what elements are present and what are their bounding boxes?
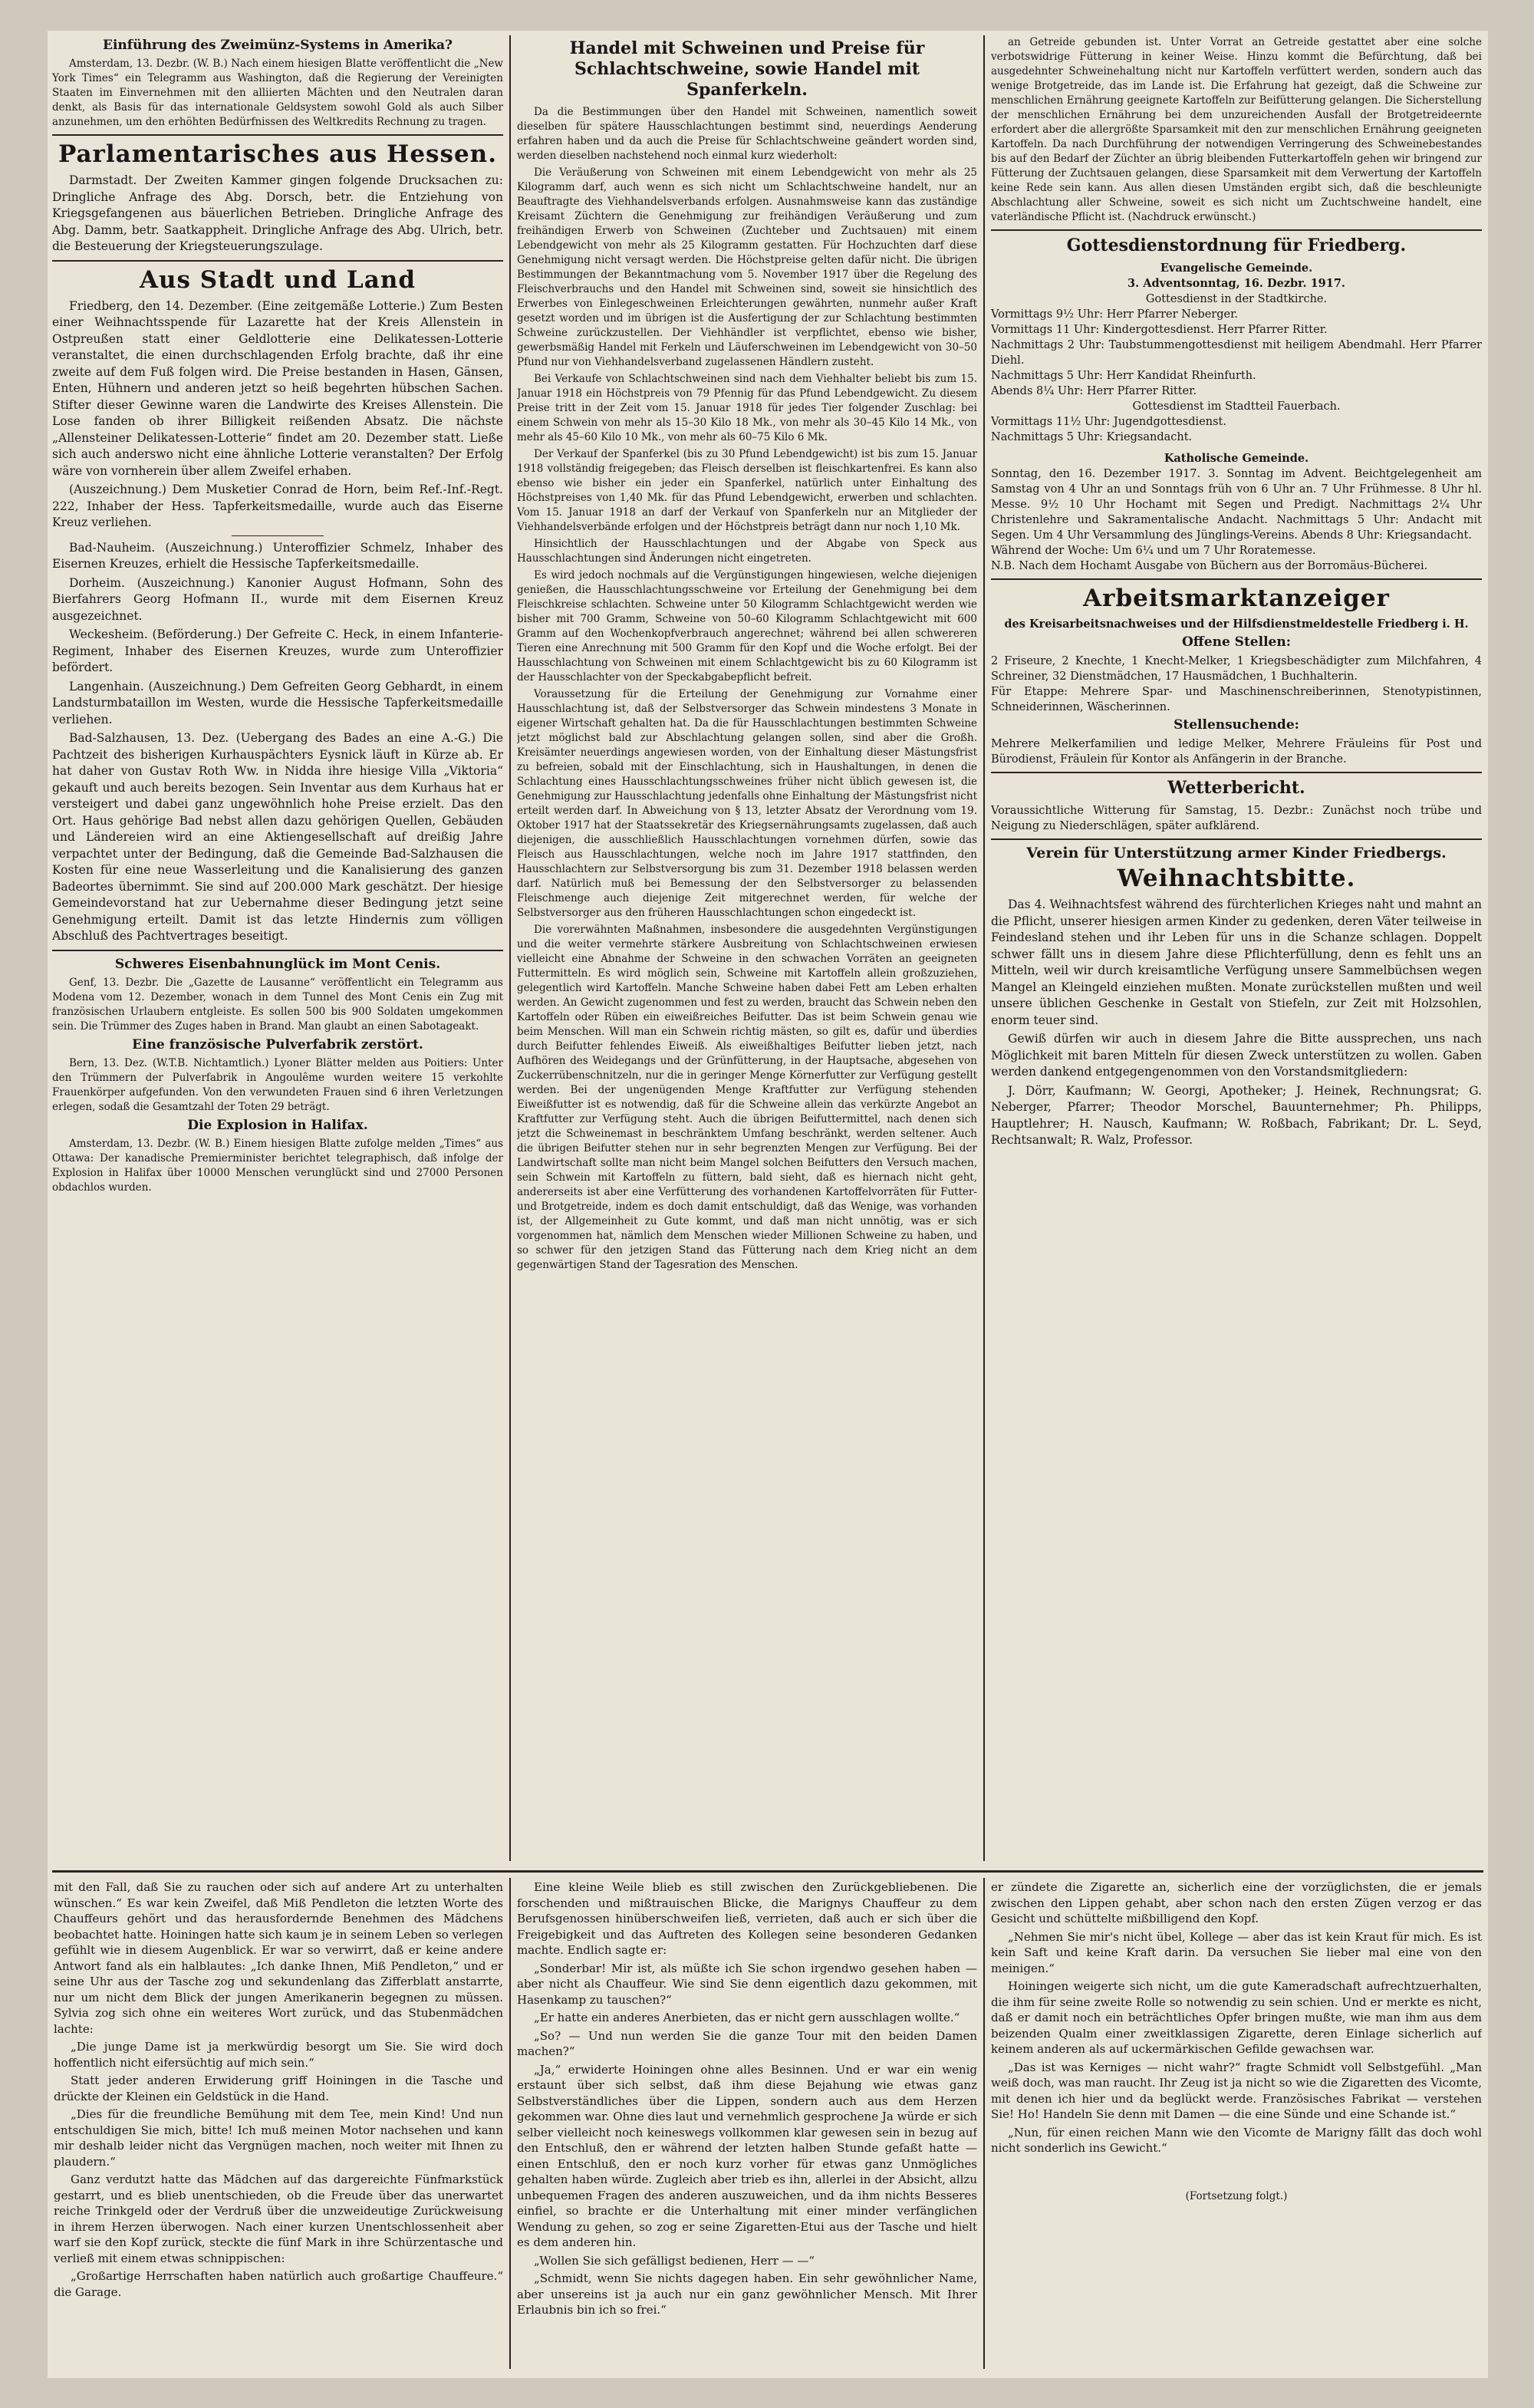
novel-text: „Großartige Herrschaften haben natürlich auch großartige Chauffeure.“ die Garage.	[54, 2269, 503, 2299]
divider	[52, 950, 503, 951]
column-rule	[509, 35, 511, 1861]
divider	[991, 772, 1482, 773]
article-dorheim: Dorheim. (Auszeichnung.) Kanonier August Hofmann, Sohn des Bierfahrers Georg Hofmann II., wurde mit dem Eisernen Kreuz ausgezeichnet.	[52, 575, 503, 623]
service-line: Nachmittags 2 Uhr: Taubstummengottesdienst mit heiligem Abendmahl. Herr Pfarrer Diehl.	[991, 339, 1482, 367]
article-auszeichnung: (Auszeichnung.) Dem Musketier Conrad de Horn, beim Ref.-Inf.-Regt. 222, Inhaber der Hess. Tapferkeitsmedaille, wurde auch das Eiserne Kreuz verliehen.	[52, 483, 503, 529]
novel-text: „Sonderbar! Mir ist, als müßte ich Sie schon irgendwo gesehen haben — aber nicht als Chauffeur. Wie sind Sie denn eigentlich dazu gekommen, mit Hasenkamp zu tauschen?“	[517, 1961, 977, 2007]
headline-pulverfabrik: Eine französische Pulverfabrik zerstört.	[132, 1036, 423, 1052]
offene-stellen: 2 Friseure, 2 Knechte, 1 Knecht-Melker, 1 Kriegsbeschädigter zum Milchfahren, 4 Schreiner, 32 Dienstmädchen, 17 Hausmädchen, 1 Buchhalterin.	[991, 655, 1482, 683]
article-salzhausen: Bad-Salzhausen, 13. Dez. (Uebergang des Bades an eine A.-G.) Die Pachtzeit des bisherigen Kurhauspächters Eysnick läuft in Kürze ab. Er hat daher von Gustav Roth Ww. in Nidda ihre hiesige Villa „Viktoria“ gekauft und auch bereits bezogen. Sein Inventar aus dem Kurhaus hat er versteigert und dabei ganz ungewöhnlich hohe Preise erzielt. Das den Ort. Haus gehörige Bad nebst allen dazu gehörigen Quellen, Gebäuden und Ländereien wird an eine Aktiengesellschaft auf dreißig Jahre verpachtet unter der Bedingung, daß die Gemeinde Bad-Salzhausen die Kosten für eine neue Wasserleitung und die Kanalisierung des ganzen Badeortes übernimmt. Sie sind auf 200.000 Mark geschätzt. Der hiesige Gemeindevorstand hat zur Uebernahme dieser Bedingung jetzt seine Genehmigung erteilt. Damit ist das letzte Hindernis zum völligen Abschluß des Pachtvertrages beseitigt.	[52, 731, 503, 943]
article-weihnachtsbitte-3: J. Dörr, Kaufmann; W. Georgi, Apotheker; J. Heinek, Rechnungsrat; G. Neberger, Pfarrer; Theodor Morschel, Bauunternehmer; Ph. Philipps, Hauptlehrer; H. Nausch, Kaufmann; W. Roßbach, Fabrikant; Dr. L. Seyd, Rechtsanwalt; R. Walz, Professor.	[991, 1083, 1482, 1147]
article-handel-p5: Hinsichtlich der Hausschlachtungen und der Abgabe von Speck aus Hausschlachtungen sind Änderungen nicht eingetreten.	[517, 538, 977, 565]
article-handel-p3: Bei Verkaufe von Schlachtschweinen sind nach dem Viehhalter beliebt bis zum 15. Januar 1918 ein Höchstpreis von 79 Pfennig für das Pfund Lebendgewicht. Zu diesem Preise tritt in der Zeit vom 15. Januar 1918 für jedes Tier folgender Zuschlag: bei einem Schwein von mehr als 15–30 Kilo 18 Mk., von mehr als 30–45 Kilo 14 Mk., von mehr als 45–60 Kilo 10 Mk., von mehr als 60–75 Kilo 6 Mk.	[517, 373, 977, 443]
article-weihnachtsbitte-1: Das 4. Weihnachtsfest während des fürchterlichen Krieges naht und mahnt an die Pflicht, unserer hiesigen armen Kinder zu gedenken, deren Väter teilweise in Feindesland stehen und ihr Leben für uns in die Schanze schlagen. Doppelt schwer fällt uns in diesem Jahre diese Pflichterfüllung, denn es fehlt uns an Mitteln, weil wir durch kreisamtliche Verfügung unsere Sammelbüchsen wegen Mangel an Kleingeld einziehen mußten. Monate zurückstellen mußten und weil unsere üblichen Geschenke in Gestalt von Stiefeln, zur Zeit mit Holzsohlen, enorm teuer sind.	[991, 898, 1482, 1027]
headline-halifax: Die Explosion in Halifax.	[187, 1117, 368, 1133]
headline-zweimuenz: Einführung des Zweimünz-Systems in Amerika?	[103, 38, 453, 53]
article-langenhain: Langenhain. (Auszeichnung.) Dem Gefreiten Georg Gebhardt, in einem Landsturmbataillon im Westen, wurde die Hessische Tapferkeitsmedaille verliehen.	[52, 679, 503, 726]
service-katholisch-nb: N.B. Nach dem Hochamt Ausgabe von Büchern aus der Borromäus-Bücherei.	[991, 560, 1428, 572]
novel-text: Eine kleine Weile blieb es still zwischen den Zurückgebliebenen. Die forschenden und mißtrauischen Blicke, die Marignys Chauffeur zu dem Berufsgenossen hinüberschweifen ließ, verrieten, daß auch er sich über die Freigebigkeit und das Auftreten des Kollegen seine besonderen Gedanken machte. Endlich sagte er:	[517, 1880, 977, 1957]
service-line: Vormittags 11 Uhr: Kindergottesdienst. Herr Pfarrer Ritter.	[991, 324, 1328, 336]
column-1	[52, 35, 503, 1867]
column-3	[991, 35, 1482, 1867]
novel-text: Statt jeder anderen Erwiderung griff Hoiningen in die Tasche und drückte der Kleinen ein Geldstück in die Hand.	[54, 2074, 503, 2103]
offene-stellen-etappe: Für Etappe: Mehrere Spar- und Maschinenschreiberinnen, Stenotypistinnen, Schneiderinnen, Wäscherinnen.	[991, 686, 1482, 713]
novel-text: Ganz verdutzt hatte das Mädchen auf das dargereichte Fünfmarkstück gestarrt, und es blieb unentschieden, ob die Freude über das unerwartet reiche Trinkgeld oder der Verdruß über die unzweideutige Zurückweisung in ihrem Herzen überwogen. Nach einer kurzen Unentschlossenheit aber warf sie den Kopf zurück, steckte die fünf Mark in ihre Schürzentasche und verließ mit einem etwas schnippischen:	[54, 2172, 503, 2265]
headline-eisenbahn: Schweres Eisenbahnunglück im Mont Cenis.	[114, 956, 441, 972]
novel-text: „Schmidt, wenn Sie nichts dagegen haben. Ein sehr gewöhnlicher Name, aber unsereins ist ja auch nur ein ganz gewöhnlicher Mensch. Mit Ihrer Erlaubnis bin ich so frei.“	[517, 2271, 977, 2317]
feuilleton-rule	[52, 1870, 1483, 1873]
headline-parlament: Parlamentarisches aus Hessen.	[58, 140, 497, 168]
novel-text: Hoiningen weigerte sich nicht, um die gute Kameradschaft aufrechtzuerhalten, die ihm für seine zweite Rolle so notwendig zu sein schien. Und er merkte es nicht, daß er damit noch ein beträchtliches Opfer bringen mußte, wie man ihm aus dem beizenden Qualm einer zweitklassigen Zigarette, deren Einlage sicherlich auf keinem anderen als auf uckermärkischen Gefilde gewachsen war.	[991, 1979, 1482, 2056]
novel-text: „Ja,“ erwiderte Hoiningen ohne alles Besinnen. Und er war ein wenig erstaunt über sich selbst, daß ihm diese Bejahung wie etwas ganz Selbstverständliches über die Lippen, sondern auch aus dem Herzen gekommen war. Ohne dies laut und vernehmlich gesprochene Ja würde er sich selber vielleicht noch keineswegs vollkommen klar gewesen sein in bezug auf den Entschluß, den er während der letzten halben Stunde gefaßt hatte — einen Entschluß, den er noch kurz vorher für etwas ganz Unmögliches gehalten haben würde. Zugleich aber trieb es ihn, allerlei in der Absicht, allzu unbequemen Fragen des anderen auszuweichen, und da ihm nichts Besseres einfiel, so brachte er die Unterhaltung mit einer minder verfänglichen Wendung zu gehen, so zog er seine Zigaretten-Etui aus der Tasche und hielt es dem anderen hin.	[517, 2062, 977, 2249]
service-line: Abends 8¼ Uhr: Herr Pfarrer Ritter.	[991, 385, 1197, 397]
headline-gottesdienst: Gottesdienstordnung für Friedberg.	[1066, 236, 1407, 255]
divider	[52, 134, 503, 136]
service-katholisch: Sonntag, den 16. Dezember 1917. 3. Sonntag im Advent. Beichtgelegenheit am Samstag von 4 Uhr an und Sonntags früh von 6 Uhr an. 7 Uhr Frühmesse. 8 Uhr hl. Messe. 9½ 10 Uhr Hochamt mit Segen und Predigt. Nachmittags 2¼ Uhr Christenlehre und Sakramentalische Andacht. Nachmittags 5 Uhr: Andacht mit Segen. Um 4 Uhr Versammlung des Jünglings-Vereins. Abends 8 Uhr: Kriegsandacht.	[991, 468, 1482, 542]
article-lotterie: Friedberg, den 14. Dezember. (Eine zeitgemäße Lotterie.) Zum Besten einer Weihnachtsspende für Lazarette hat der Kreis Allenstein in Ostpreußen statt einer Geldlotterie eine Delikatessen-Lotterie veranstaltet, die einen durchschlagenden Erfolg brachte, daß ihr eine zweite auf dem Fuß folgen wird. Die Preise bestanden in Hasen, Gänsen, Enten, Hühnern und anderen jetzt so heiß begehrten hübschen Sachen. Stifter dieser Gewinne waren die Landwirte des Kreises Allenstein. Die Lose fanden ob ihrer Billigkeit reißenden Absatz. Die nächste „Allensteiner Delikatessen-Lotterie“ findet am 20. Dezember statt. Ließe sich auch anderswo nicht eine ähnliche Lotterie veranstalten? Der Erfolg wäre von vornherein über allem Zweifel erhaben.	[52, 298, 503, 478]
article-parlament: Darmstadt. Der Zweiten Kammer gingen folgende Drucksachen zu: Dringliche Anfrage des Abg. Dorsch, betr. die Entziehung von Kriegsgefangenen aus bäuerlichen Betrieben. Dringliche Anfrage des Abg. Damm, betr. Saatkappheit. Dringliche Anfrage des Abg. Ulrich, betr. die Besteuerung der Kriegsteuerungszulage.	[52, 173, 503, 253]
headline-arbeitsmarkt: Arbeitsmarktanzeiger	[1083, 585, 1390, 612]
divider	[232, 535, 324, 536]
headline-weihnachtsbitte: Weihnachtsbitte.	[1117, 865, 1356, 892]
novel-text: mit den Fall, daß Sie zu rauchen oder sich auf andere Art zu unterhalten wünschen.“ Es war kein Zweifel, daß Miß Pendleton die letzten Worte des Chauffeurs gehört und das herausfordernde Benehmen des Mädchens beobachtet hatte. Hoiningen hatte sich kaum je in seinem Leben so verlegen gefühlt wie in diesem Augenblick. Er war so verwirrt, daß er keine andere Antwort fand als ein halblautes: „Ich danke Ihnen, Miß Pendleton,“ und er seine Uhr aus der Tasche zog und sekundenlang das Zifferblatt anstarrte, nur um nicht dem Blick der jungen Amerikanerin begegnen zu müssen. Sylvia zog sich ohne ein weiteres Wort zurück, und das Stubenmädchen lachte:	[54, 1880, 503, 2036]
service-line: Vormittags 9½ Uhr: Herr Pfarrer Neberger.	[991, 308, 1239, 321]
article-halifax: Amsterdam, 13. Dezbr. (W. B.) Einem hiesigen Blatte zufolge melden „Times“ aus Ottawa: Der kanadische Premierminister berichtet telegraphisch, daß infolge der Explosion in Halifax über 10000 Menschen verunglückt sind und 27000 Personen obdachlos wurden.	[52, 1137, 503, 1194]
heading-stellensuchende: Stellensuchende:	[1174, 717, 1299, 733]
novel-text: „Er hatte ein anderes Anerbieten, das er nicht gern ausschlagen wollte.“	[534, 2011, 960, 2024]
headline-verein: Verein für Unterstützung armer Kinder Friedbergs.	[1026, 845, 1447, 861]
column-rule	[983, 1878, 985, 2369]
article-handel-continued: an Getreide gebunden ist. Unter Vorrat an Getreide gestattet aber eine solche verbotswidrige Fütterung in keiner Weise. Hinzu kommt die Befürchtung, daß bei ausgedehnter Schweinehaltung nicht nur Kartoffeln verfüttert werden, sondern auch das wenige Brotgetreide, das im Lande ist. Die Erfahrung hat gezeigt, daß die Schweine zur menschlichen Ernährung geeignete Kartoffeln zur Beifütterung gelangen. Die Sicherstellung der menschlichen Ernährung bei dem unzureichenden Ausfall der Brotgetreideernte erfordert aber die allergrößte Sparsamkeit mit den zur menschlichen Ernährung geeigneten Kartoffeln. Da nach Durchführung der notwendigen Verringerung des Schweinebestandes bis auf den Bedarf der Züchter an übrig bleibenden Futterkartoffeln gehen wir bringend zur Fütterung der Zuchtsauen gelangen, diese Sparsamkeit mit dem Verwertung der Kartoffeln keine Rede sein kann. Aus allen diesen Umständen ergibt sich, daß die beschleunigte Abschlachtung aller Schweine, soweit es sich nicht um Zuchtschweine handelt, eine vaterländische Pflicht ist. (Nachdruck erwünscht.)	[991, 36, 1482, 223]
novel-text: „Nun, für einen reichen Mann wie den Vicomte de Marigny fällt das doch wohl nicht sonderlich ins Gewicht.“	[991, 2125, 1482, 2155]
arbeitsmarkt-subtitle: des Kreisarbeitsnachweises und der Hilfsdienstmeldestelle Friedberg i. H.	[1004, 618, 1469, 631]
article-pulverfabrik: Bern, 13. Dez. (W.T.B. Nichtamtlich.) Lyoner Blätter melden aus Poitiers: Unter den Trümmern der Pulverfabrik in Angoulême wurden weitere 15 verkohlte Frauenkörper aufgefunden. Von den verwundeten Frauen sind 6 ihren Verletzungen erlegen, sodaß die Gesamtzahl der Toten 29 beträgt.	[52, 1056, 503, 1113]
fortsetzung-folgt: (Fortsetzung folgt.)	[1185, 2189, 1288, 2202]
fauerbach-heading: Gottesdienst im Stadtteil Fauerbach.	[1132, 400, 1341, 413]
divider	[991, 578, 1482, 580]
novel-text: „Die junge Dame ist ja merkwürdig besorgt um Sie. Sie wird doch hoffentlich nicht eifersüchtig auf mich sein.“	[54, 2040, 503, 2070]
headline-wetterbericht: Wetterbericht.	[1167, 778, 1305, 798]
novel-text: „Dies für die freundliche Bemühung mit dem Tee, mein Kind! Und nun entschuldigen Sie mich, bitte! Ich muß meinen Motor nachsehen und kann mir deshalb leider nicht das Vergnügen machen, noch weiter mit Ihnen zu plaudern.“	[54, 2107, 503, 2169]
divider	[52, 260, 503, 262]
advent-date: 3. Adventsonntag, 16. Dezbr. 1917.	[1127, 277, 1345, 290]
headline-stadt-land: Aus Stadt und Land	[139, 265, 416, 294]
wetterbericht: Voraussichtliche Witterung für Samstag, 15. Dezbr.: Zunächst noch trübe und Neigung zu Niederschlägen, später aufklärend.	[991, 805, 1482, 832]
article-handel-p4: Der Verkauf der Spanferkel (bis zu 30 Pfund Lebendgewicht) ist bis zum 15. Januar 1918 vollständig freigegeben; das Fleisch derselben ist fleischkartenfrei. Es kann also ebenso wie bisher ein jeder ein Spanferkel, natürlich unter Einhaltung des Höchstpreises von 1,40 Mk. für das Pfund Lebendgewicht, erwerben und schlachten. Vom 15. Januar 1918 an darf der Verkauf von Spanferkeln nur an Mitglieder der Viehhandelsverbände erfolgen und der Höchstpreis beträgt dann nur noch 1,10 Mk.	[517, 448, 977, 533]
article-handel-p7: Voraussetzung für die Erteilung der Genehmigung zur Vornahme einer Hausschlachtung ist, daß der Selbstversorger das Schwein mindestens 3 Monate in eigener Wirtschaft gehalten hat. Da die für Hausschlachtungen bestimmten Schweine jetzt möglichst bald zur Abschlachtung gelangen sollen, sind aber die Großh. Kreisämter neuerdings angewiesen worden, von der Einhaltung dieser Mästungsfrist zu befreien, sobald mit der Einschlachtung, sich in Haushaltungen, in denen die Schlachtung eines Hausschlachtungsschweines früher nicht üblich gewesen ist, die Genehmigung zur Hausschlachtung jedenfalls ohne Einhaltung der Mästungsfrist nicht erteilt werden darf. In Abweichung von § 13, letzter Absatz der Verordnung vom 19. Oktober 1917 hat der Staatssekretär des Kriegsernährungsamts zugelassen, daß auch diejenigen, die ausschließlich Hausschlachtungen vornehmen dürfen, sowie das Fleisch aus Hausschlachtungen, welche noch im Jahre 1917 stattfinden, den Hausschlachtern zur Selbstversorgung bis zum 31. Dezember 1918 belassen werden darf. Natürlich muß bei Bemessung der den Selbstversorger zu belassenden Fleischmenge auch diejenige Zeit mitgerechnet werden, für welche der Selbstversorger aus den früheren Hausschlachtungen schon eingedeckt ist.	[517, 688, 977, 919]
article-weckesheim: Weckesheim. (Beförderung.) Der Gefreite C. Heck, in einem Infanterie-Regiment, Inhaber des Eisernen Kreuzes, wurde zum Unteroffizier befördert.	[52, 628, 503, 674]
service-line: Nachmittags 5 Uhr: Herr Kandidat Rheinfurth.	[991, 370, 1256, 382]
heading-evangelisch: Evangelische Gemeinde.	[1160, 262, 1313, 275]
heading-offene-stellen: Offene Stellen:	[1182, 634, 1291, 650]
novel-text: „Das ist was Kerniges — nicht wahr?“ fragte Schmidt voll Selbstgefühl. „Man weiß doch, was man raucht. Ihr Zeug ist ja nicht so wie die Zigaretten des Vicomte, mit denen ich hier und da beglückt werde. Französisches Fabrikat — verstehen Sie! Ho! Handeln Sie denn mit Damen — die eine Sünde und eine Schande ist.“	[991, 2060, 1482, 2121]
stadtkirche-heading: Gottesdienst in der Stadtkirche.	[1145, 293, 1328, 305]
headline-handel-schweine: Handel mit Schweinen und Preise für Schlachtschweine, sowie Handel mit Spanferkeln.	[569, 38, 925, 100]
article-handel-p6: Es wird jedoch nochmals auf die Vergünstigungen hingewiesen, welche diejenigen genießen, die Hausschlachtungsschweine vor Erteilung der Genehmigung bei dem Fleischkreise schlachten. Schweine unter 50 Kilogramm Schlachtgewicht werden wie bisher mit 700 Gramm, Schweine von 50–60 Kilogramm Schlachtgewicht mit 600 Gramm auf den Wochenkopfverbrauch angerechnet; während bei allen schwereren Tieren eine Anrechnung mit 500 Gramm für den Kopf und die Woche erfolgt. Bei der Hausschlachtung von Schweinen mit einem Schlachtgewicht bis zu 60 Kilogramm ist der Hausschlachter von der Speckabgabepflicht befreit.	[517, 569, 977, 684]
divider	[991, 229, 1482, 231]
service-schedule	[991, 261, 1482, 574]
article-eisenbahn: Genf, 13. Dezbr. Die „Gazette de Lausanne“ veröffentlicht ein Telegramm aus Modena vom 12. Dezember, wonach in dem Tunnel des Mont Cenis ein Zug mit französischen Urlaubern entgleiste. Es sollen 500 bis 900 Soldaten umgekommen sein. Die Trümmer des Zuges haben in Brand. Man glaubt an einen Sabotageakt.	[52, 976, 503, 1033]
article-weihnachtsbitte-2: Gewiß dürfen wir auch in diesem Jahre die Bitte aussprechen, uns nach Möglichkeit mit baren Mitteln für diesen Zweck unterstützen zu wollen. Gaben werden dankend entgegengenommen von den Vorstandsmitgliedern:	[991, 1032, 1482, 1079]
stellensuchende: Mehrere Melkerfamilien und ledige Melker, Mehrere Fräuleins für Post und Bürodienst, Fräulein für Kontor als Anfängerin in der Branche.	[991, 738, 1482, 766]
article-nauheim: Bad-Nauheim. (Auszeichnung.) Unteroffizier Schmelz, Inhaber des Eisernen Kreuzes, erhielt die Hessische Tapferkeitsmedaille.	[52, 540, 503, 571]
feuilleton-column-2	[517, 1879, 977, 2374]
feuilleton-column-3	[991, 1879, 1482, 2374]
article-handel-p2: Die Veräußerung von Schweinen mit einem Lebendgewicht von mehr als 25 Kilogramm darf, auch wenn es sich nicht um Schlachtschweine handelt, nur an Beauftragte des Viehhandelsverbands erfolgen. Ausnahmsweise kann das zuständige Kreisamt Züchtern die Genehmigung zur freihändigen Veräußerung und zum freihändigen Erwerb von Schweinen (Zuchteber und Zuchtsauen) mit einem Lebendgewicht von mehr als 25 Kilogramm gestatten. Für Hochzuchten darf diese Genehmigung nicht versagt werden. Die Höchstpreise gelten dafür nicht. Die übrigen Bestimmungen der Bekanntmachung vom 5. November 1917 über die Regelung des Fleischverbrauchs und den Handel mit Schweinen sind, soweit sie hinsichtlich des Erwerbes von Einlegeschweinen Erleichterungen gewährten, nunmehr außer Kraft gesetzt worden und im übrigen ist die Ausfertigung der zur Schlachtung bestimmten Schweine zurückzustellen. Der Viehhändler ist verpflichtet, ebenso wie bisher, gewerbsmäßig Handel mit Ferkeln und Läuferschweinen im Lebendgewicht von 30–50 Pfund nur von Viehhandelsverband zugelassenen Händlern zusteht.	[517, 166, 977, 368]
article-zweimuenz: Amsterdam, 13. Dezbr. (W. B.) Nach einem hiesigen Blatte veröffentlicht die „New York Times“ ein Telegramm aus Washington, daß die Regierung der Vereinigten Staaten im Einvernehmen mit den alliierten Mächten und den Neutralen daran denkt, als Basis für das internationale Geldsystem sowohl Gold als auch Silber anzunehmen, um den erhöhten Bedürfnissen des Weltkredits Rechnung zu tragen.	[52, 58, 503, 128]
service-katholisch-week: Während der Woche: Um 6¼ und um 7 Uhr Roratemesse.	[991, 545, 1316, 557]
heading-katholisch: Katholische Gemeinde.	[1164, 452, 1309, 465]
novel-text: „Wollen Sie sich gefälligst bedienen, Herr — —“	[534, 2253, 815, 2268]
column-2	[517, 35, 977, 1867]
column-rule	[983, 35, 985, 1861]
feuilleton-column-1	[54, 1879, 503, 2374]
article-handel-p1: Da die Bestimmungen über den Handel mit Schweinen, namentlich soweit dieselben für spätere Hausschlachtungen bestimmt sind, neuerdings Aenderung erfahren haben und da auch die Preise für Schlachtschweine geändert worden sind, werden dieselben nachstehend noch einmal kurz wiederholt:	[517, 106, 977, 162]
service-line: Vormittags 11½ Uhr: Jugendgottesdienst.	[991, 416, 1226, 428]
column-rule	[509, 1878, 511, 2369]
novel-text: „So? — Und nun werden Sie die ganze Tour mit den beiden Damen machen?“	[517, 2028, 977, 2058]
novel-text: „Nehmen Sie mir's nicht übel, Kollege — aber das ist kein Kraut für mich. Es ist kein Saft und keine Kraft darin. Da versuchen Sie lieber mal eine von den meinigen.“	[991, 1929, 1482, 1975]
newspaper-page	[48, 31, 1488, 2378]
service-line: Nachmittags 5 Uhr: Kriegsandacht.	[991, 431, 1193, 443]
novel-text: er zündete die Zigarette an, sicherlich eine der vorzüglichsten, die er jemals zwischen den Lippen gehabt, aber schon nach den ersten Zügen verzog er das Gesicht und schüttelte mißbilligend den Kopf.	[991, 1880, 1482, 1925]
divider	[991, 838, 1482, 840]
article-handel-p8: Die vorerwähnten Maßnahmen, insbesondere die ausgedehnten Vergünstigungen und die weiter vermehrte stärkere Ausbreitung von Schlachtschweinen erwiesen vielleicht eine Abnahme der Schweine in den schwachen Vorräten an geeigneten Futtermitteln. Es wird möglich sein, Schweine mit Kartoffeln allein großzuziehen, gelegentlich wird Kartoffeln. Manche Schweine haben dabei Fett am Leben erhalten werden. An Gewicht zugenommen und fest zu werden, braucht das Schwein neben den Kartoffeln oder Rüben ein eiweißreiches Beifutter. Das ist beim Schwein genau wie beim Menschen. Will man ein Schwein richtig mästen, so gilt es, dafür und überdies durch Beifutter fehlendes Eiweiß. Als eiweißhaltiges Beifutter lieben jetzt, nach Aufhören des Weidegangs und der Grünfütterung, in der Hauptsache, abgesehen von Zuckerrübenschnitzeln, nur die in geringer Menge Körnerfutter zur Verfügung gestellt werden. Bei der ungenügenden Menge Kraftfutter zur Verfügung stehenden Eiweißfutter ist es notwendig, daß für die Schweine allein das verkürzte Angebot an Kraftfutter zur Verfügung steht. Auch die übrigen Beifuttermittel, nach denen sich jetzt die Schweinemast in beschränktem Umfang beschränkt, werden seltener. Auch die übrigen Beifutter stehen nur in sehr begrenzten Mengen zur Verfügung. Bei der Landwirtschaft sollte man nicht beim Mangel solchen Beifutters den Versuch machen, sein Schwein mit Kartoffeln zu füttern, bald sieht, daß es hiernach nicht geht, andererseits ist aber eine Verfütterung des vorhandenen Kartoffelvorräten für Futter- und Brotgetreide, indem es doch damit entschuldigt, daß das Wenige, was vorhanden ist, der Allgemeinheit zu Gute kommt, und daß man nicht unnötig, was er sich vorgenommen hat, nämlich dem Menschen wieder Millionen Schweine zu haben, und so schwer für den jetzigen Stand das Fütterung nach dem Krieg nicht an dem gegenwärtigen Stand der Tagesration des Menschen.	[517, 924, 977, 1271]
